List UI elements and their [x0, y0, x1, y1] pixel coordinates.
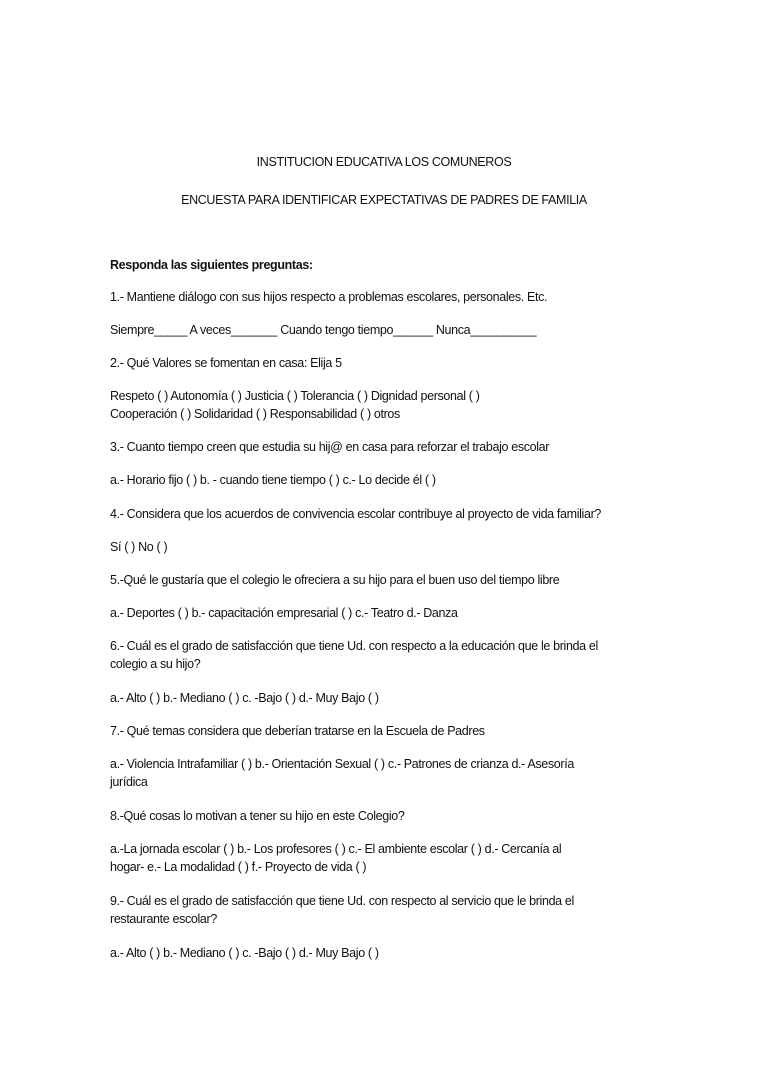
question-5: 5.-Qué le gustaría que el colegio le ofreciera a su hijo para el buen uso del tiempo libre [110, 573, 560, 587]
question-4: 4.- Considera que los acuerdos de convivencia escolar contribuye al proyecto de vida familiar? [110, 507, 601, 521]
question-1: 1.- Mantiene diálogo con sus hijos respecto a problemas escolares, personales. Etc. [110, 290, 548, 304]
institution-heading: INSTITUCION EDUCATIVA LOS COMUNEROS [256, 155, 512, 169]
answer-options-3: a.- Horario fijo ( ) b. - cuando tiene tiempo ( ) c.- Lo decide él ( ) [110, 473, 436, 487]
answer-options-4: Sí ( ) No ( ) [110, 540, 168, 554]
answer-options-6: a.- Alto ( ) b.- Mediano ( ) c. -Bajo ( ) d.- Muy Bajo ( ) [110, 691, 379, 705]
answer-options-5: a.- Deportes ( ) b.- capacitación empresarial ( ) c.- Teatro d.- Danza [110, 606, 458, 620]
question-6b: colegio a su hijo? [110, 657, 201, 671]
instruction-text: Responda las siguientes preguntas: [110, 258, 313, 272]
answer-options-2a: Respeto ( ) Autonomía ( ) Justicia ( ) Tolerancia ( ) Dignidad personal ( ) [110, 389, 480, 403]
survey-title: ENCUESTA PARA IDENTIFICAR EXPECTATIVAS DE PADRES DE FAMILIA [181, 193, 587, 207]
answer-options-1: Siempre_____ A veces_______ Cuando tengo tiempo______ Nunca__________ [110, 323, 537, 337]
answer-options-2b: Cooperación ( ) Solidaridad ( ) Responsabilidad ( ) otros [110, 407, 400, 421]
question-9b: restaurante escolar? [110, 912, 217, 926]
answer-options-9: a.- Alto ( ) b.- Mediano ( ) c. -Bajo ( ) d.- Muy Bajo ( ) [110, 946, 379, 960]
question-8: 8.-Qué cosas lo motivan a tener su hijo en este Colegio? [110, 809, 405, 823]
answer-options-8b: hogar- e.- La modalidad ( ) f.- Proyecto de vida ( ) [110, 860, 367, 874]
question-9a: 9.- Cuál es el grado de satisfacción que tiene Ud. con respecto al servicio que le brinda el [110, 894, 574, 908]
answer-options-7b: jurídica [110, 775, 148, 789]
question-3: 3.- Cuanto tiempo creen que estudia su hij@ en casa para reforzar el trabajo escolar [110, 440, 550, 454]
answer-options-7a: a.- Violencia Intrafamiliar ( ) b.- Orientación Sexual ( ) c.- Patrones de crianza d.- Asesoría [110, 757, 574, 771]
question-6a: 6.- Cuál es el grado de satisfacción que tiene Ud. con respecto a la educación que le brinda el [110, 639, 598, 653]
question-2: 2.- Qué Valores se fomentan en casa: Elija 5 [110, 356, 342, 370]
question-7: 7.- Qué temas considera que deberían tratarse en la Escuela de Padres [110, 724, 485, 738]
answer-options-8a: a.-La jornada escolar ( ) b.- Los profesores ( ) c.- El ambiente escolar ( ) d.- Cercanía al [110, 842, 562, 856]
